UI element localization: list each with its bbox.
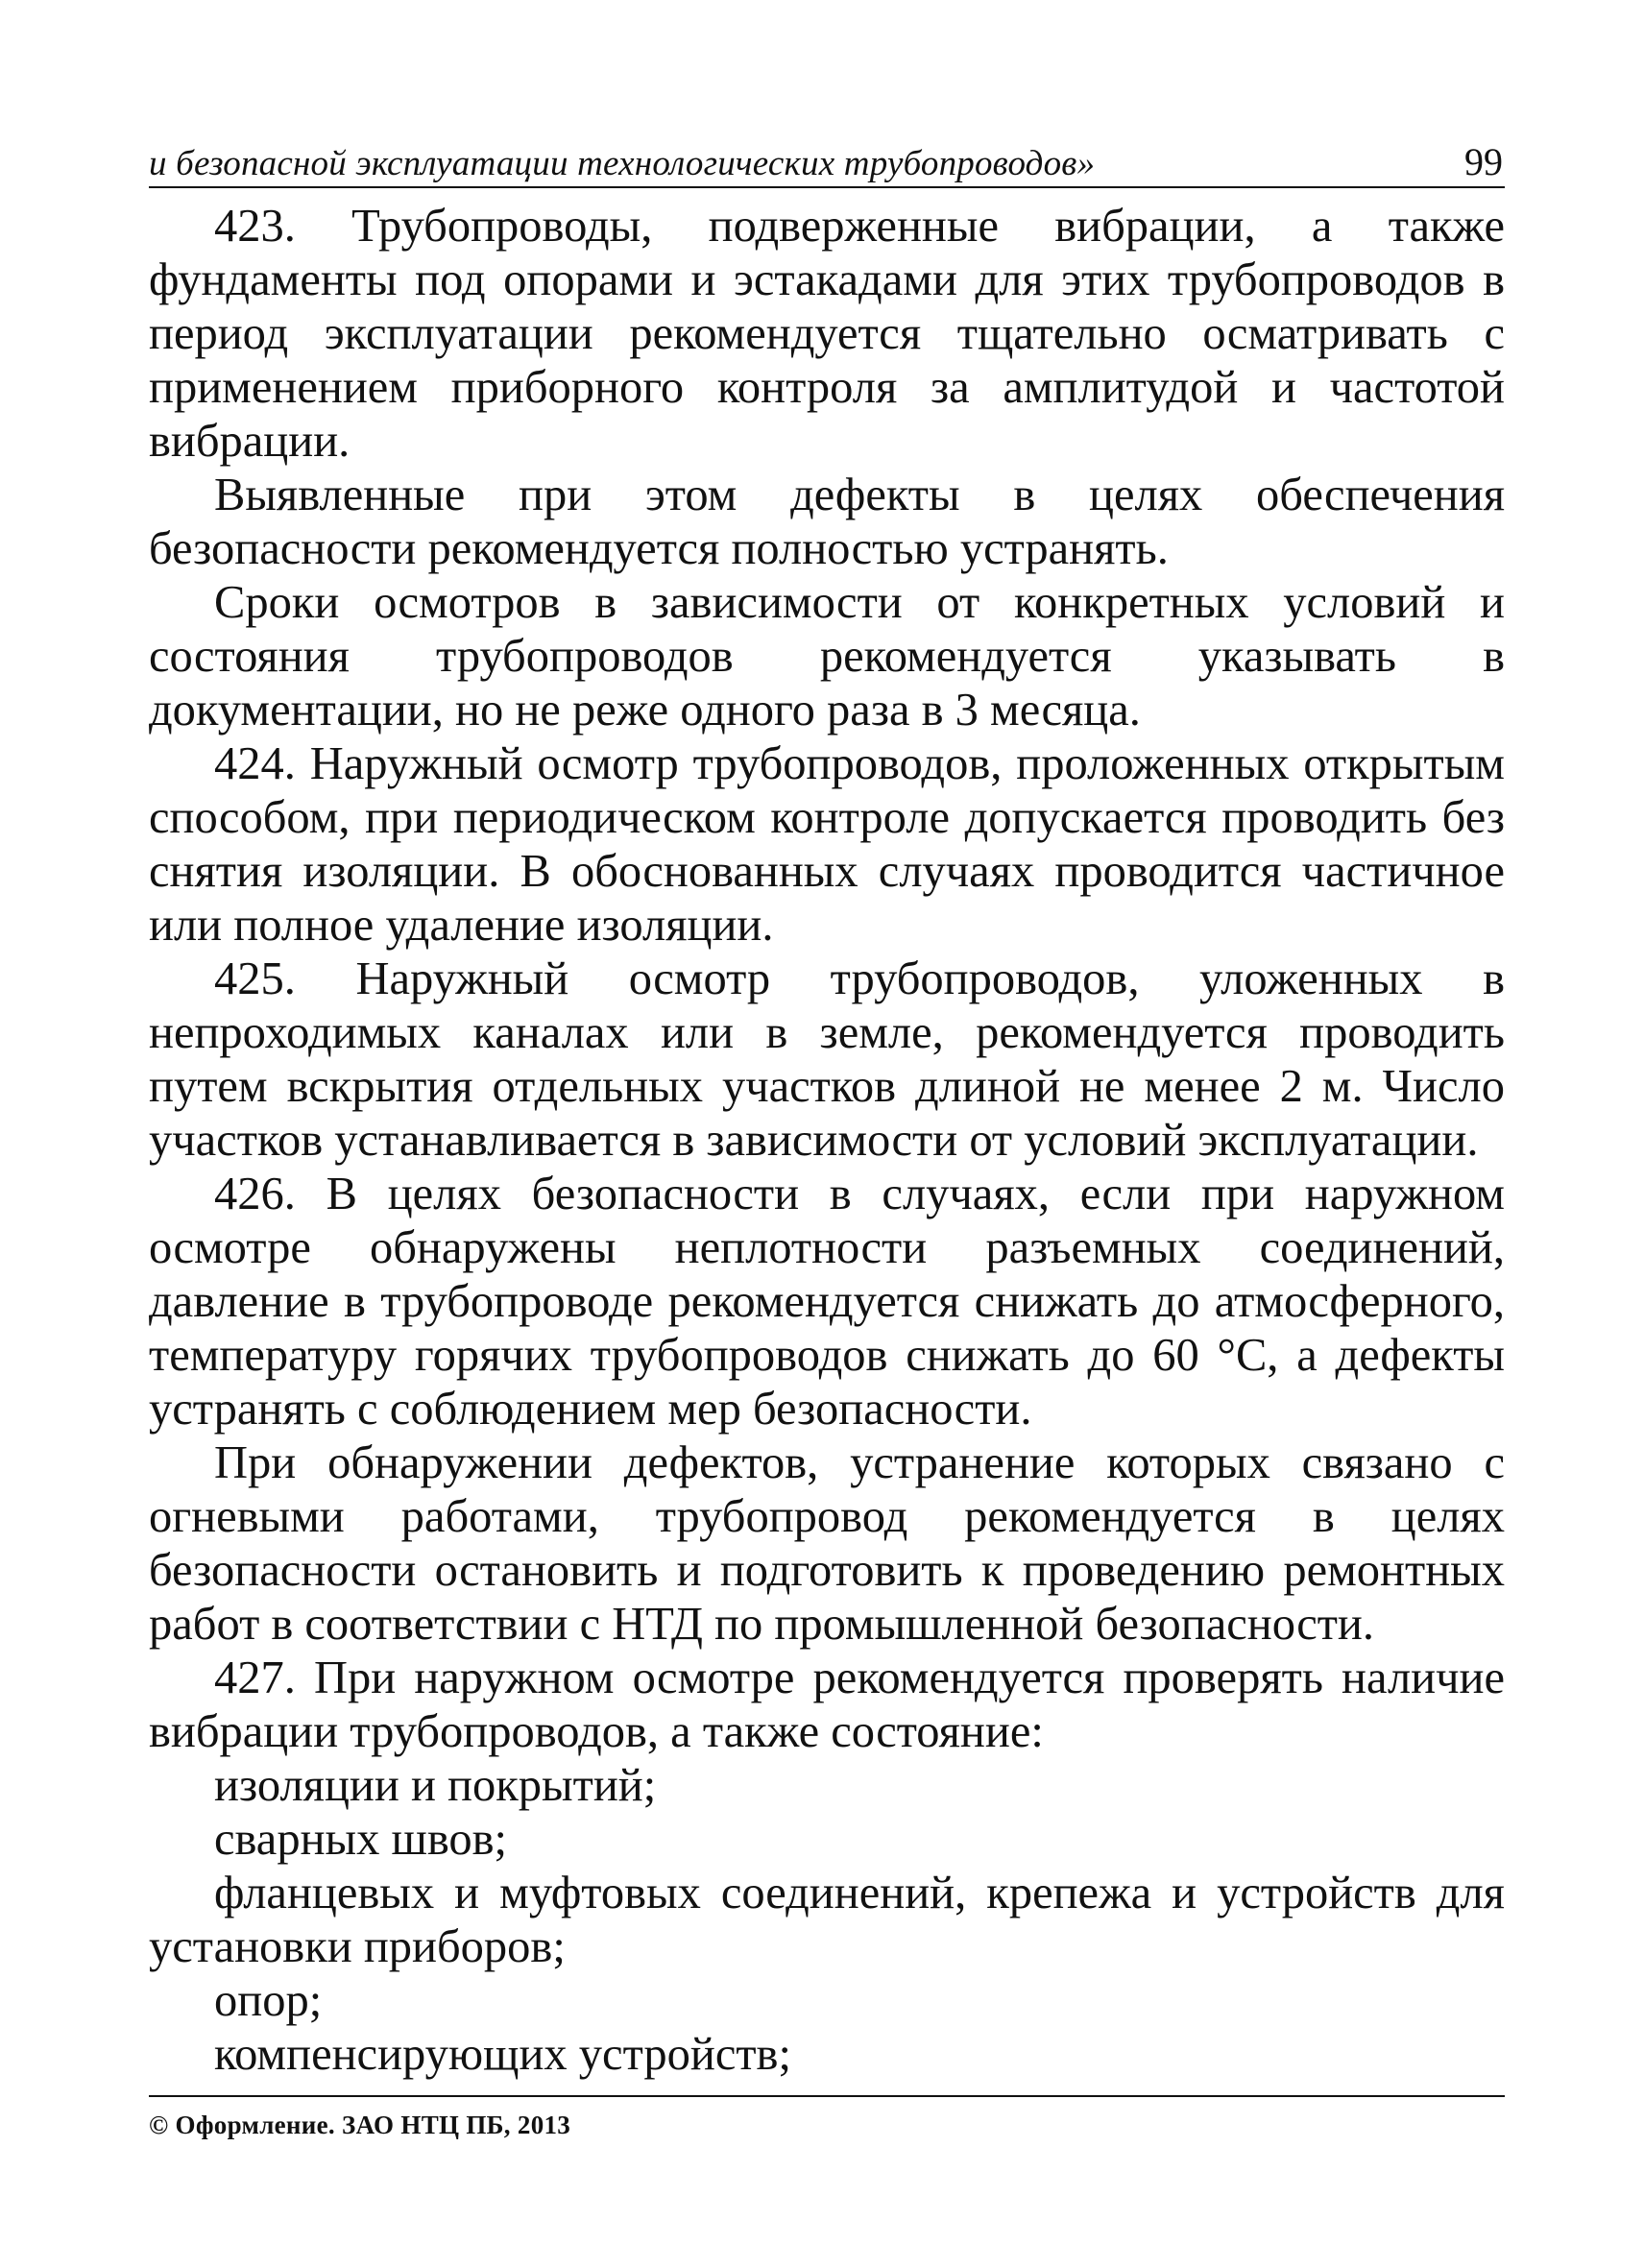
page-footer (149, 2095, 1505, 2140)
paragraph-423: 423. Трубопроводы, подверженные вибрации, а также фундаменты под опорами и эстакадами для этих трубопроводов в период эксплуатации рекомендуется тщательно осматривать с применением приборного контроля за амплитудой и частотой вибрации. (149, 201, 1505, 467)
page-number: 99 (1464, 140, 1503, 183)
copyright-notice: © Оформление. ЗАО НТЦ ПБ, 2013 (149, 2111, 571, 2139)
running-header (149, 134, 1505, 188)
list-item: опор; (214, 1975, 323, 2026)
body-text (149, 200, 1505, 2082)
list-item: изоляции и покрытий; (214, 1760, 657, 1811)
paragraph-427: 427. При наружном осмотре рекомендуется проверять наличие вибрации трубопроводов, а также состояние: (149, 1653, 1505, 1757)
paragraph-424: 424. Наружный осмотр трубопроводов, проложенных открытым способом, при периодическом контроле допускается проводить без снятия изоляции. В обоснованных случаях проводится частичное или полное удаление изоляции. (149, 738, 1505, 951)
paragraph-426: 426. В целях безопасности в случаях, если при наружном осмотре обнаружены неплотности разъемных соединений, давление в трубопроводе рекомендуется снижать до атмосферного, температуру горячих трубопроводов снижать до 60 °С, а дефекты устранять с соблюдением мер безопасности. (149, 1169, 1505, 1435)
running-title: и безопасной эксплуатации технологических трубопроводов» (149, 144, 1096, 183)
paragraph-inspection-terms: Сроки осмотров в зависимости от конкретных условий и состояния трубопроводов рекомендуется указывать в документации, но не реже одного раза в 3 месяца. (149, 577, 1505, 736)
document-page (149, 134, 1505, 2082)
list-item: компенсирующих устройств; (214, 2029, 791, 2080)
list-item: фланцевых и муфтовых соединений, крепежа и устройств для установки приборов; (149, 1868, 1505, 1972)
paragraph-fire-works: При обнаружении дефектов, устранение которых связано с огневыми работами, трубопровод рекомендуется в целях безопасности остановить и подготовить к проведению ремонтных работ в соответствии с НТД по промышленной безопасности. (149, 1437, 1505, 1650)
paragraph-defects: Выявленные при этом дефекты в целях обеспечения безопасности рекомендуется полностью устранять. (149, 470, 1505, 574)
paragraph-425: 425. Наружный осмотр трубопроводов, уложенных в непроходимых каналах или в земле, рекомендуется проводить путем вскрытия отдельных участков длиной не менее 2 м. Число участков устанавливается в зависимости от условий эксплуатации. (149, 953, 1505, 1166)
list-item: сварных швов; (214, 1814, 508, 1865)
